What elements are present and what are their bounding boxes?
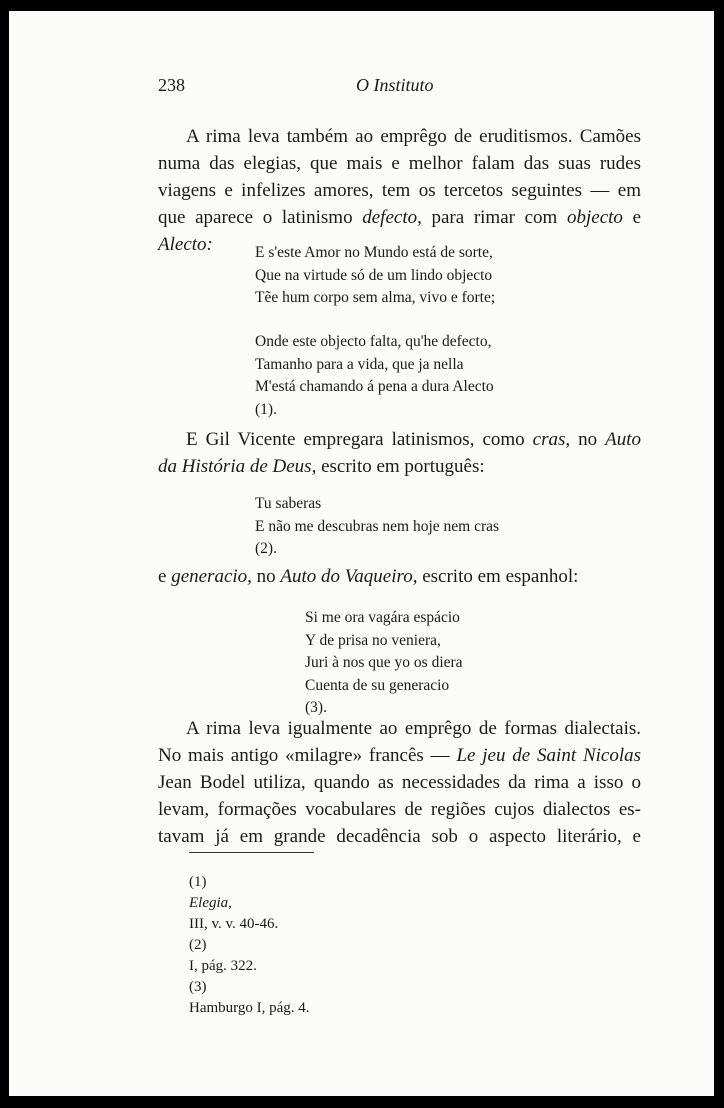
verse-line: Si me ora vagára espácio [305,609,460,626]
text-line: levam, formações vocabulares de regiões cujos dialectos es- [158,799,641,820]
verse-line: E não me descubras nem hoje nem cras (2). [255,516,499,561]
verse-stanza-2 [255,331,494,421]
verse-line: Que na virtude só de um lindo objecto [255,266,493,284]
footnote-1: (1) Elegia, III, v. v. 40-46. [189,874,279,932]
text-line: da História de Deus, escrito em português: [158,456,485,477]
verse-line: Onde este objecto falta, qu'he defecto, [255,333,492,350]
page-number: 238 [158,75,185,95]
text-line: tavam já em grande decadência sob o aspecto literário, e [158,826,641,847]
footnote-3: (3) Hamburgo I, pág. 4. [189,979,310,1016]
text-line: e generacio, no Auto do Vaqueiro, escrito em espanhol: [158,566,579,587]
verse-line: Tẽe hum corpo sem alma, vivo e forte; [255,289,496,306]
footnote-ref: (2). [255,540,277,557]
text-line: No mais antigo «milagre» francês — Le jeu de Saint Nicolas [158,745,641,766]
verse-stanza-4 [305,607,463,720]
paragraph-generacio [158,563,641,590]
paragraph-gil-vicente [158,426,641,480]
running-title: O Instituto [356,75,434,95]
text-line: A rima leva também ao emprêgo de eruditismos. Camões [186,126,641,147]
text-line: Jean Bodel utiliza, quando as necessidades da rima a isso o [158,772,641,793]
verse-line: Juri à nos que yo os diera [305,654,463,671]
text-line: numa das elegias, que mais e melhor falam das suas rudes [158,153,641,174]
verse-stanza-3 [255,493,499,561]
verse-line: Cuenta de su generacio (3). [305,675,463,720]
footnote-ref: (1). [255,400,277,418]
paragraph-rhyme-eruditisms [158,123,641,258]
paragraph-dialectal-forms [158,715,641,850]
verse-line: Tamanho para a vida, que ja nella [255,355,464,373]
book-page [9,11,714,1096]
verse-line: Y de prisa no veniera, [305,631,441,649]
verse-stanza-1 [255,242,495,310]
verse-line: Tu saberas [255,495,322,512]
verse-line: M'está chamando á pena a dura Alecto (1). [255,376,494,421]
text-line: que aparece o latinismo defecto, para rimar com objecto e [158,207,641,228]
footnote-divider [189,852,314,853]
text-line: Alecto: [158,234,213,255]
footnotes [189,872,310,1019]
text-line: E Gil Vicente empregara latinismos, como cras, no Auto [186,429,641,450]
footnote-ref: (3). [305,699,327,716]
text-line: viagens e infelizes amores, tem os tercetos seguintes — em [158,180,641,201]
verse-line: E s'este Amor no Mundo está de sorte, [255,244,493,261]
text-line: A rima leva igualmente ao emprêgo de formas dialectais. [186,718,641,739]
footnote-2: (2) I, pág. 322. [189,937,257,974]
